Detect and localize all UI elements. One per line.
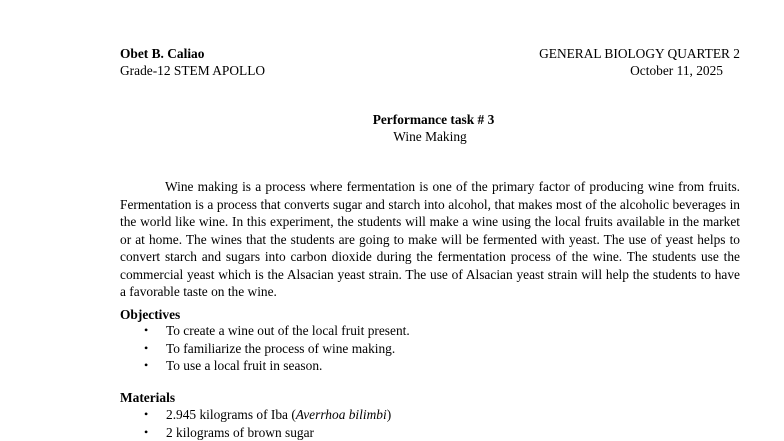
course-title: GENERAL BIOLOGY QUARTER 2 (539, 46, 740, 61)
bullet-icon: • (144, 424, 149, 439)
header-row-2 (120, 62, 740, 79)
material-text (166, 425, 314, 440)
task-subtitle: Wine Making (393, 129, 467, 144)
bullet-icon: • (144, 358, 149, 372)
list-item (120, 340, 410, 358)
objectives-heading: Objectives (120, 307, 181, 322)
objectives-list (120, 322, 410, 375)
materials-heading: Materials (120, 390, 176, 405)
document-date: October 11, 2025 (630, 63, 723, 78)
list-item (120, 424, 391, 441)
objective-text: To create a wine out of the local fruit present. (166, 323, 410, 338)
material-scientific-name: Averrhoa bilimbi (295, 407, 387, 422)
header-row-1 (120, 45, 740, 62)
materials-list (120, 406, 391, 441)
list-item (120, 322, 410, 340)
introduction-paragraph: Wine making is a process where fermentation is one of the primary factor of producing wine from fruits. Fermentation is a process that converts sugar and starch into alcohol, that makes most of the alcoholic beverages in the world like wine. In this experiment, the students will make a wine using the local fruits available in the market or at home. The wines that the students are going to make will be fermented with yeast. The use of yeast helps to convert starch and sugars into carbon dioxide during the fermentation process of the wine. The students use the commercial yeast which is the Alsacian yeast strain. The use of Alsacian yeast strain will help the students to have a favorable taste on the wine. (120, 179, 740, 299)
list-item (120, 406, 391, 424)
bullet-icon: • (144, 407, 149, 421)
material-text (166, 407, 391, 422)
material-suffix: ) (386, 407, 392, 422)
list-item (120, 357, 410, 375)
bullet-icon: • (144, 340, 149, 355)
title-block (0, 111, 784, 145)
objective-text: To use a local fruit in season. (166, 358, 323, 373)
task-title: Performance task # 3 (372, 112, 495, 127)
bullet-icon: • (144, 323, 149, 337)
grade-section: Grade-12 STEM APOLLO (120, 63, 266, 78)
author-name: Obet B. Caliao (120, 46, 205, 61)
material-prefix: 2 kilograms of brown sugar (166, 424, 315, 440)
objective-text: To familiarize the process of wine making. (166, 340, 396, 356)
material-prefix: 2.945 kilograms of Iba ( (166, 407, 296, 422)
